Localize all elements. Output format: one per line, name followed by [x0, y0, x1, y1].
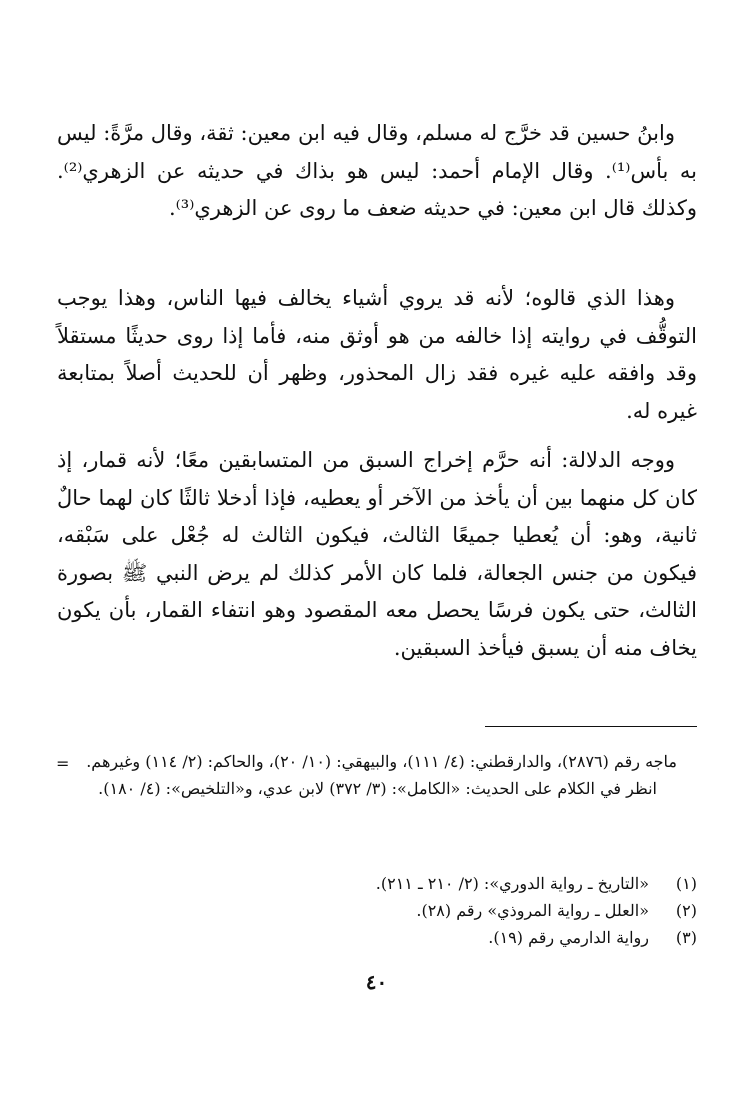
paragraph-text: وابنُ حسين قد خرَّج له مسلم، وقال فيه ابن معين: ثقة، وقال مرَّةً: ليس به بأس⁽¹⁾. وقال الإمام أحمد: ليس هو بذاك في حديثه عن الزهري⁽²⁾. وكذلك قال ابن معين: في حديثه ضعف ما روى عن الزهري⁽³⁾.: [57, 121, 697, 220]
footnote-number: (٢): [675, 901, 697, 920]
footnote-continued-text: انظر في الكلام على الحديث: «الكامل»: (٣/ ٣٧٢) لابن عدي، و«التلخيص»: (٤/ ١٨٠).: [98, 779, 657, 798]
footnote-item: [57, 897, 697, 924]
footnote-text: رواية الدارمي رقم (١٩).: [488, 928, 649, 947]
body-paragraph: [57, 280, 697, 430]
paragraph-text: ووجه الدلالة: أنه حرَّم إخراج السبق من المتسابقين معًا؛ لأنه قمار، إذ كان كل منهما بين أن يأخذ من الآخر أو يعطيه، فإذا أدخلا ثالثًا كان لهما حالٌ ثانية، وهو: أن يُعطيا جميعًا الثالث، فيكون الثالث له جُعْل على سَبْقه، فيكون من جنس الجعالة، فلما كان الأمر كذلك لم يرض النبي ﷺ بصورة الثالث، حتى يكون فرسًا يحصل معه المقصود وهو انتفاء القمار، بأن يكون يخاف منه أن يسبق فيأخذ السبقين.: [57, 448, 697, 660]
footnote-item: [57, 924, 697, 951]
footnote-number: (١): [675, 874, 697, 893]
body-paragraph: [57, 115, 697, 228]
footnote-continuation-mark: =: [56, 754, 70, 773]
footnote-list: [57, 870, 697, 951]
footnote-item: [57, 870, 697, 897]
page-number: ٤٠: [365, 970, 388, 994]
footnote-continued: [57, 748, 677, 802]
body-paragraph: [57, 442, 697, 667]
footnote-number: (٣): [675, 928, 697, 947]
paragraph-text: وهذا الذي قالوه؛ لأنه قد يروي أشياء يخالف فيها الناس، وهذا يوجب التوقُّف في روايته إذا خالفه من هو أوثق منه، فأما إذا روى حديثًا مستقلاً وقد وافقه عليه غيره فقد زال المحذور، وظهر أن للحديث أصلاً بمتابعة غيره له.: [57, 286, 697, 423]
footnote-separator: [485, 726, 697, 727]
footnote-continued-text: ماجه رقم (٢٨٧٦)، والدارقطني: (٤/ ١١١)، والبيهقي: (١٠/ ٢٠)، والحاكم: (٢/ ١١٤) وغيرهم.: [86, 752, 677, 771]
footnote-text: «التاريخ ـ رواية الدوري»: (٢/ ٢١٠ ـ ٢١١).: [375, 874, 649, 893]
footnote-text: «العلل ـ رواية المروذي» رقم (٢٨).: [416, 901, 649, 920]
